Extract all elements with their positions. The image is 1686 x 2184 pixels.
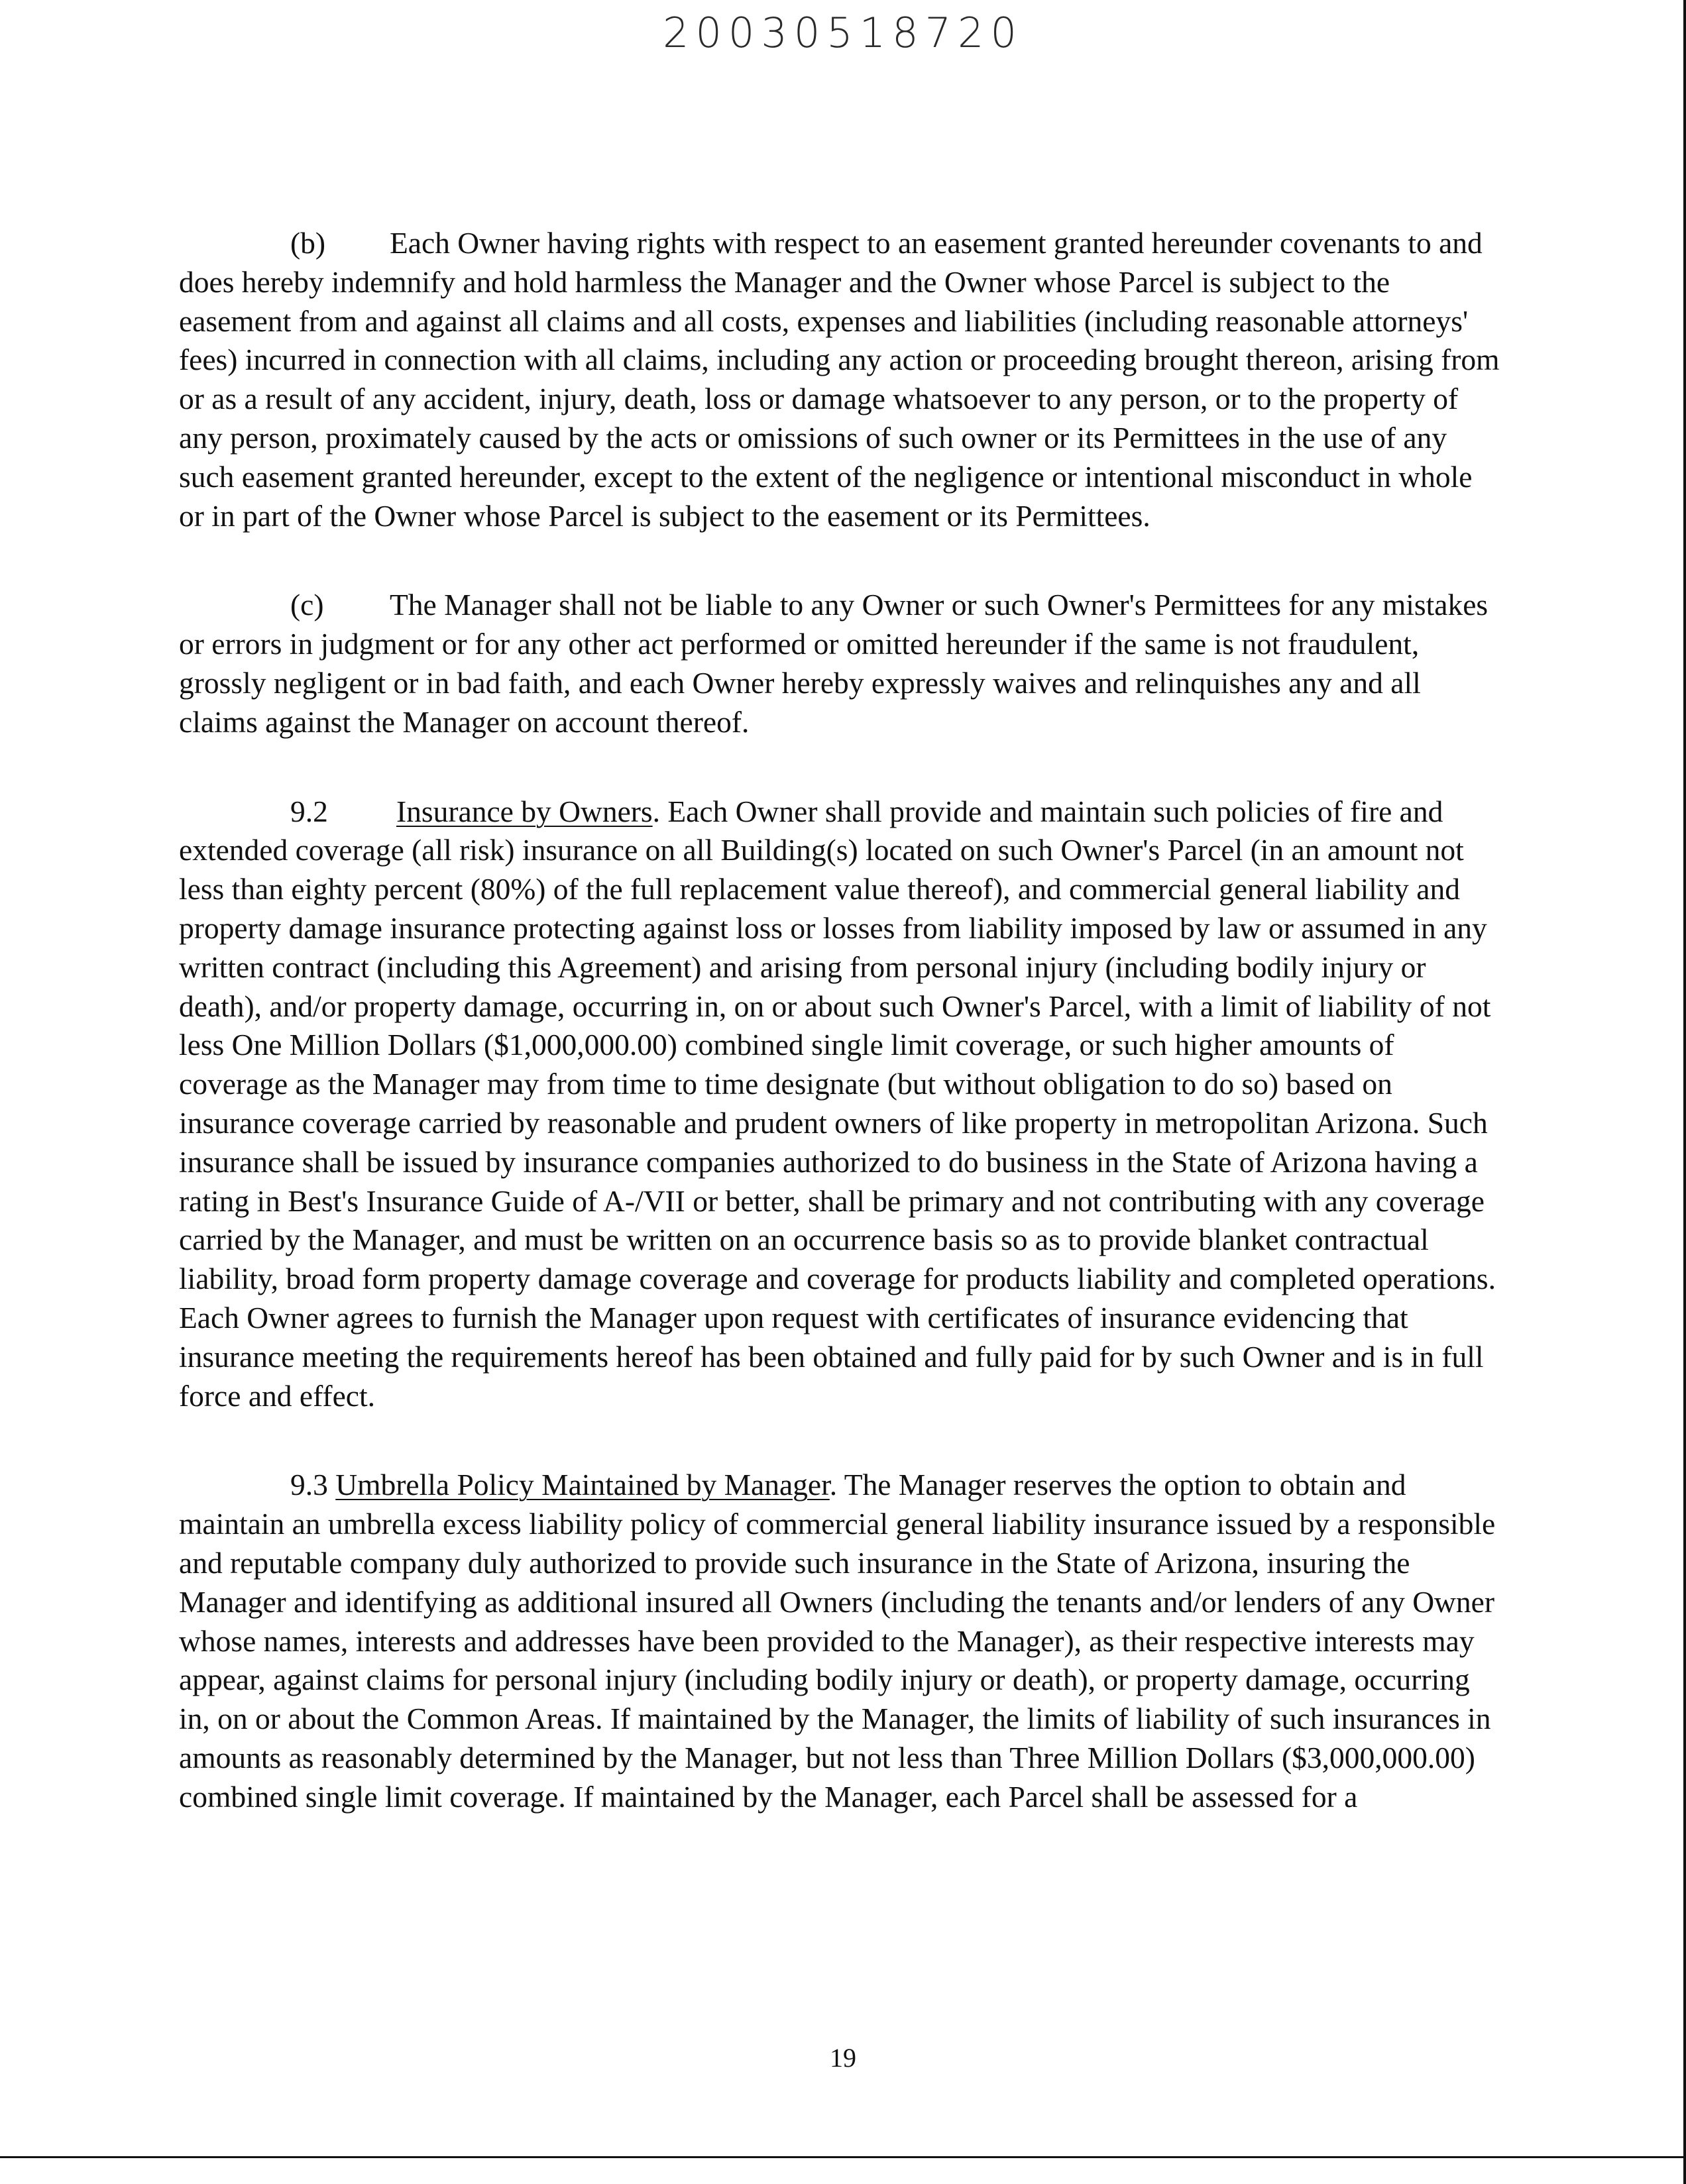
section-9-2 (179, 792, 1504, 1416)
section-number: 9.2 (290, 794, 328, 828)
paragraph-text: Each Owner having rights with respect to an easement granted hereunder covenants to and does hereby indemnify and hold harmless the Manager and the Owner whose Parcel is subject to the easement from and against all claims and all costs, expenses and liabilities (including reasonable attorneys' fees) incurred in connection with all claims, including any action or proceeding brought thereon, arising from or as a result of any accident, injury, death, loss or damage whatsoever to any person, or to the property of any person, proximately caused by the acts or omissions of such owner or its Permittees in the use of any such easement granted hereunder, except to the extent of the negligence or intentional misconduct in whole or in part of the Owner whose Parcel is subject to the easement or its Permittees. (179, 226, 1500, 533)
document-body (179, 224, 1504, 1816)
page-edge-border (1683, 0, 1686, 2184)
document-number: 20030518720 (663, 9, 1023, 57)
paragraph-label: (b) (290, 226, 326, 260)
section-heading: Insurance by Owners (396, 794, 653, 828)
section-heading: Umbrella Policy Maintained by Manager (335, 1468, 830, 1502)
paragraph-label: (c) (290, 588, 324, 622)
paragraph-text: The Manager shall not be liable to any Owner or such Owner's Permittees for any mistakes or errors in judgment or for any other act performed or omitted hereunder if the same is not fraudulent, grossly negligent or in bad faith, and each Owner hereby expressly waives and relinquishes any and all claims against the Manager on account thereof. (179, 588, 1489, 739)
section-9-3 (179, 1466, 1504, 1816)
paragraph-c (179, 586, 1504, 741)
section-text: . The Manager reserves the option to obtain and maintain an umbrella excess liability policy of commercial general liability insurance issued by a responsible and reputable company duly authorized to provide such insurance in the State of Arizona, insuring the Manager and identifying as additional insured all Owners (including the tenants and/or lenders of any Owner whose names, interests and addresses have been provided to the Manager), as their respective interests may appear, against claims for personal injury (including bodily injury or death), or property damage, occurring in, on or about the Common Areas. If maintained by the Manager, the limits of liability of such insurances in amounts as reasonably determined by the Manager, but not less than Three Million Dollars ($3,000,000.00) combined single limit coverage. If maintained by the Manager, each Parcel shall be assessed for a (179, 1468, 1496, 1814)
page-bottom-rule (0, 2156, 1686, 2158)
section-number: 9.3 (290, 1468, 328, 1502)
page-number: 19 (830, 2043, 856, 2073)
section-text: . Each Owner shall provide and maintain such policies of fire and extended coverage (all risk) insurance on all Building(s) located on such Owner's Parcel (in an amount not less than eighty percent (80%) of the full replacement value thereof), and commercial general liability and property damage insurance protecting against loss or losses from liability imposed by law or assumed in any written contract (including this Agreement) and arising from personal injury (including bodily injury or death), and/or property damage, occurring in, on or about such Owner's Parcel, with a limit of liability of not less One Million Dollars ($1,000,000.00) combined single limit coverage, or such higher amounts of coverage as the Manager may from time to time designate (but without obligation to do so) based on insurance coverage carried by reasonable and prudent owners of like property in metropolitan Arizona. Such insurance shall be issued by insurance companies authorized to do business in the State of Arizona having a rating in Best's Insurance Guide of A-/VII or better, shall be primary and not contributing with any coverage carried by the Manager, and must be written on an occurrence basis so as to provide blanket contractual liability, broad form property damage coverage and coverage for products liability and completed operations. Each Owner agrees to furnish the Manager upon request with certificates of insurance evidencing that insurance meeting the requirements hereof has been obtained and fully paid for by such Owner and is in full force and effect. (179, 794, 1496, 1413)
paragraph-b (179, 224, 1504, 535)
